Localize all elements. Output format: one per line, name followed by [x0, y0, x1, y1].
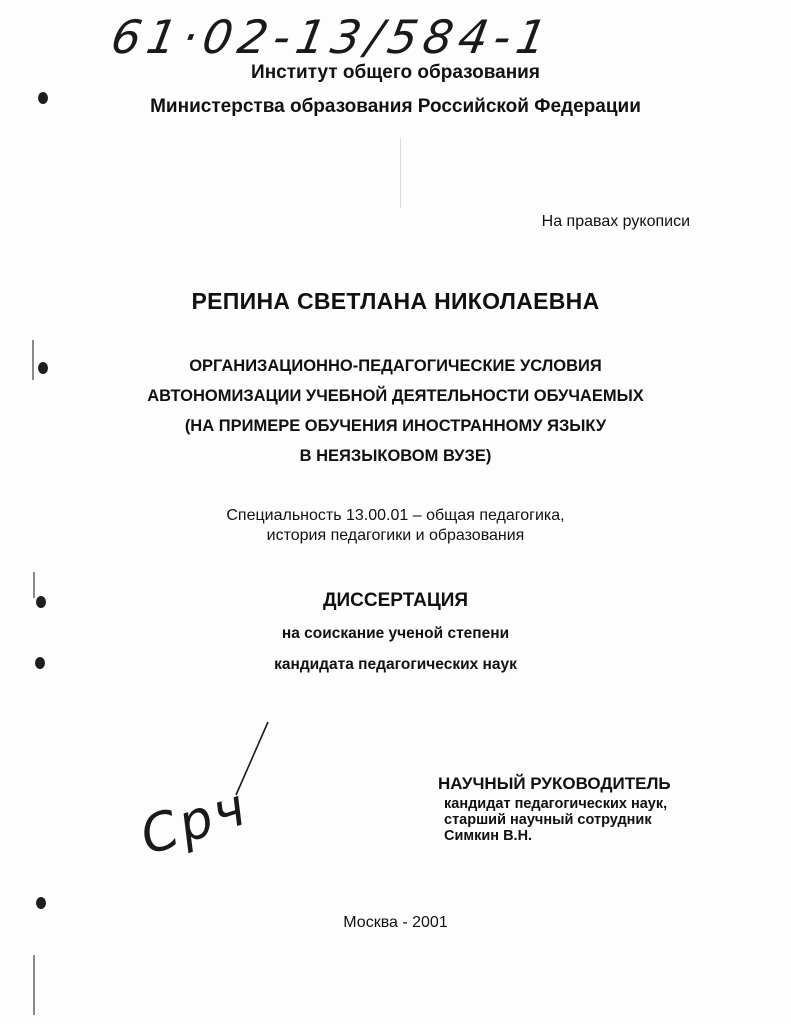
- binder-hole-mark: [36, 897, 46, 909]
- manuscript-note: На правах рукописи: [541, 213, 690, 230]
- degree-line-1: на соискание ученой степени: [281, 625, 510, 642]
- scan-edge-line: [33, 572, 35, 598]
- handwritten-note: Срч: [133, 776, 256, 868]
- title-line-1: ОРГАНИЗАЦИОННО-ПЕДАГОГИЧЕСКИЕ УСЛОВИЯ: [189, 357, 602, 375]
- institution-line-2: Министерства образования Российской Федерации: [150, 96, 641, 117]
- supervisor-degree: кандидат педагогических наук,: [444, 796, 668, 812]
- title-line-3: (НА ПРИМЕРЕ ОБУЧЕНИЯ ИНОСТРАННОМУ ЯЗЫКУ: [184, 417, 607, 435]
- supervisor-name: Симкин В.Н.: [444, 828, 533, 844]
- degree-line-2: кандидата педагогических наук: [274, 656, 517, 673]
- title-line-2: АВТОНОМИЗАЦИИ УЧЕБНОЙ ДЕЯТЕЛЬНОСТИ ОБУЧАЕМЫХ: [147, 387, 644, 405]
- binder-hole-mark: [35, 657, 45, 669]
- scan-edge-line: [33, 955, 35, 1015]
- footer-city-year: Москва - 2001: [343, 914, 448, 931]
- supervisor-heading: НАУЧНЫЙ РУКОВОДИТЕЛЬ: [438, 774, 671, 793]
- specialty-line-2: история педагогики и образования: [266, 527, 525, 544]
- binder-hole-mark: [36, 596, 46, 608]
- binder-hole-mark: [38, 92, 48, 104]
- binder-hole-mark: [38, 362, 48, 374]
- institution-line-1: Институт общего образования: [251, 62, 540, 83]
- scan-edge-line: [32, 340, 34, 380]
- author-name: РЕПИНА СВЕТЛАНА НИКОЛАЕВНА: [191, 288, 600, 314]
- scan-edge-line: [400, 138, 401, 208]
- archive-code-handwritten: 61·02-13/584-1: [107, 10, 557, 64]
- supervisor-title: старший научный сотрудник: [444, 812, 652, 828]
- specialty-line-1: Специальность 13.00.01 – общая педагогика,: [226, 507, 565, 524]
- work-type-heading: ДИССЕРТАЦИЯ: [322, 590, 469, 611]
- title-line-4: В НЕЯЗЫКОВОМ ВУЗЕ): [299, 447, 492, 465]
